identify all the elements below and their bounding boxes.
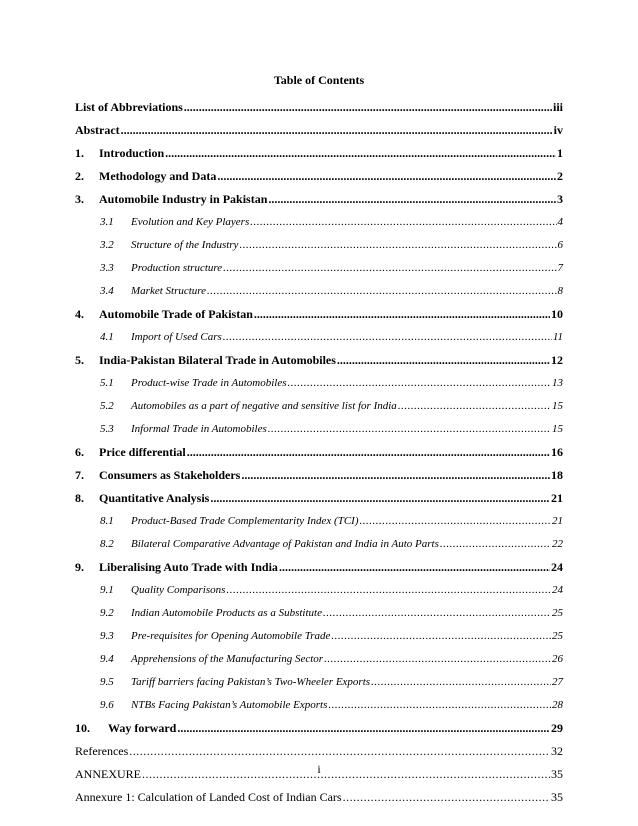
toc-entry-number: 9.1 (100, 584, 114, 596)
toc-dot-leader (239, 234, 556, 257)
toc-dot-leader (254, 303, 550, 326)
toc-dot-leader (226, 579, 551, 602)
toc-dot-leader (177, 717, 550, 740)
toc-entry-page: 24 (551, 560, 563, 574)
toc-entry-label: Evolution and Key Players (131, 216, 250, 228)
toc-entry[interactable] (75, 303, 563, 326)
toc-entry-page: 35 (551, 790, 563, 804)
toc-entry-label: Bilateral Comparative Advantage of Pakistan and India in Auto Parts (131, 538, 439, 550)
toc-entry-page: 21 (551, 491, 563, 505)
toc-entry-page: 15 (552, 400, 563, 412)
toc-entry-number: 9.3 (100, 630, 114, 642)
toc-entry-page: 6 (557, 239, 563, 251)
toc-entry-page: 25 (552, 630, 563, 642)
toc-entry-label: Consumers as Stakeholders (99, 468, 241, 482)
toc-entry-page: 2 (557, 169, 563, 183)
toc-dot-leader (398, 395, 551, 418)
toc-entry-number: 3.3 (100, 262, 114, 274)
toc-dot-leader (121, 119, 553, 142)
toc-entry[interactable] (75, 602, 563, 625)
toc-dot-leader (223, 257, 556, 280)
toc-dot-leader (279, 556, 550, 579)
toc-entry[interactable] (75, 556, 563, 579)
toc-dot-leader (331, 625, 551, 648)
toc-entry-page: 24 (552, 584, 563, 596)
toc-entry[interactable] (75, 234, 563, 257)
toc-entry[interactable] (75, 395, 563, 418)
toc-entry[interactable] (75, 487, 563, 510)
toc-entry-label: Automobile Trade of Pakistan (99, 307, 253, 321)
page-number: i (317, 762, 321, 776)
toc-dot-leader (337, 349, 550, 372)
toc-entry[interactable] (75, 349, 563, 372)
toc-entry-label: Informal Trade in Automobiles (131, 423, 267, 435)
toc-dot-leader (217, 165, 556, 188)
toc-entry-page: 26 (552, 653, 563, 665)
toc-entry-number: 9.6 (100, 699, 114, 711)
toc-entry-number: 3.2 (100, 239, 114, 251)
toc-entry[interactable] (75, 165, 563, 188)
toc-entry-label: Abstract (75, 123, 120, 137)
toc-entry-label: Market Structure (131, 285, 207, 297)
toc-entry-number: 5.2 (100, 400, 114, 412)
toc-entry-page: 16 (551, 445, 563, 459)
toc-entry[interactable] (75, 694, 563, 717)
toc-entry-page: 18 (551, 468, 563, 482)
toc-entry-number: 6. (75, 445, 84, 459)
toc-entry-number: 5.1 (100, 377, 114, 389)
toc-entry-page: 12 (551, 353, 563, 367)
toc-dot-leader (129, 740, 550, 763)
toc-entry-page: 27 (552, 676, 563, 688)
toc-entry-label: Product-wise Trade in Automobiles (131, 377, 287, 389)
toc-entry[interactable] (75, 441, 563, 464)
toc-entry-page: iii (552, 100, 563, 114)
toc-title: Table of Contents (273, 73, 365, 87)
toc-entry[interactable] (75, 326, 563, 349)
toc-entry-label: Automobiles as a part of negative and sensitive list for India (131, 400, 397, 412)
toc-entry-label: Product-Based Trade Complementarity Index (TCI) (131, 515, 359, 527)
toc-entry-label: Apprehensions of the Manufacturing Sector (131, 653, 324, 665)
toc-entry-label: List of Abbreviations (75, 100, 183, 114)
toc-entry-page: 3 (557, 192, 563, 206)
toc-dot-leader (288, 372, 551, 395)
toc-entry-page: 15 (552, 423, 563, 435)
toc-entry-number: 8. (75, 491, 84, 505)
toc-entry-page: 25 (552, 607, 563, 619)
toc-entry-label: NTBs Facing Pakistan’s Automobile Exports (131, 699, 328, 711)
toc-entry-page: 28 (552, 699, 563, 711)
toc-entry-number: 5.3 (100, 423, 114, 435)
toc-entry-number: 4.1 (100, 331, 114, 343)
toc-entry-number: 9.2 (100, 607, 114, 619)
toc-entry[interactable] (75, 280, 563, 303)
toc-entry-label: Quantitative Analysis (99, 491, 210, 505)
table-of-contents (75, 96, 563, 809)
toc-entry[interactable] (75, 671, 563, 694)
toc-entry-label: Liberalising Auto Trade with India (99, 560, 278, 574)
toc-dot-leader (184, 96, 552, 119)
toc-entry-label: India-Pakistan Bilateral Trade in Automobiles (99, 353, 336, 367)
toc-dot-leader (241, 464, 550, 487)
toc-dot-leader (223, 326, 552, 349)
toc-entry-number: 7. (75, 468, 84, 482)
toc-entry-page: 10 (551, 307, 563, 321)
toc-dot-leader (371, 671, 551, 694)
toc-entry-label: References (75, 744, 129, 758)
toc-entry[interactable] (75, 418, 563, 441)
toc-entry[interactable] (75, 96, 563, 119)
toc-dot-leader (343, 786, 550, 809)
toc-entry-number: 3.1 (100, 216, 114, 228)
toc-entry[interactable] (75, 372, 563, 395)
toc-entry-page: 35 (551, 767, 563, 781)
toc-entry-number: 1. (75, 146, 84, 160)
toc-entry[interactable] (75, 533, 563, 556)
toc-dot-leader (328, 694, 551, 717)
toc-entry-page: 21 (552, 515, 563, 527)
toc-entry[interactable] (75, 625, 563, 648)
toc-dot-leader (210, 487, 550, 510)
toc-entry-number: 4. (75, 307, 84, 321)
toc-dot-leader (268, 418, 551, 441)
toc-entry-label: Price differential (99, 445, 186, 459)
toc-entry[interactable] (75, 510, 563, 533)
toc-entry-label: Tariff barriers facing Pakistan’s Two-Wheeler Exports (131, 676, 371, 688)
toc-entry-label: Annexure 1: Calculation of Landed Cost of Indian Cars (75, 790, 342, 804)
toc-entry[interactable] (75, 119, 563, 142)
toc-entry-label: Quality Comparisons (131, 584, 226, 596)
toc-entry[interactable] (75, 717, 563, 740)
toc-dot-leader (268, 188, 556, 211)
toc-entry[interactable] (75, 211, 563, 234)
toc-entry-number: 10. (75, 721, 90, 735)
toc-dot-leader (165, 142, 556, 165)
toc-dot-leader (207, 280, 556, 303)
toc-entry[interactable] (75, 740, 563, 763)
toc-dot-leader (323, 602, 551, 625)
toc-entry-page: 29 (551, 721, 563, 735)
toc-entry-label: Automobile Industry in Pakistan (99, 192, 268, 206)
toc-entry-label: Way forward (108, 721, 177, 735)
toc-entry-page: 13 (552, 377, 563, 389)
toc-entry-number: 3.4 (100, 285, 114, 297)
toc-entry-number: 9.5 (100, 676, 114, 688)
toc-entry-number: 2. (75, 169, 84, 183)
toc-dot-leader (250, 211, 556, 234)
toc-dot-leader (360, 510, 552, 533)
toc-entry-page: iv (553, 123, 563, 137)
toc-entry[interactable] (75, 464, 563, 487)
toc-entry[interactable] (75, 142, 563, 165)
toc-entry[interactable] (75, 648, 563, 671)
toc-entry-number: 3. (75, 192, 84, 206)
toc-entry-label: Pre-requisites for Opening Automobile Trade (131, 630, 331, 642)
toc-entry[interactable] (75, 786, 563, 809)
toc-entry-label: Indian Automobile Products as a Substitute (131, 607, 322, 619)
toc-entry-label: ANNEXURE (75, 767, 141, 781)
toc-entry-page: 8 (557, 285, 563, 297)
toc-entry-number: 8.2 (100, 538, 114, 550)
toc-entry-page: 32 (551, 744, 563, 758)
toc-entry-label: Import of Used Cars (131, 331, 222, 343)
toc-entry-label: Methodology and Data (99, 169, 217, 183)
toc-entry[interactable] (75, 188, 563, 211)
toc-entry-page: 7 (557, 262, 563, 274)
toc-entry-page: 11 (552, 331, 563, 343)
toc-entry[interactable] (75, 579, 563, 602)
toc-entry-label: Structure of the Industry (131, 239, 239, 251)
toc-entry-page: 4 (557, 216, 563, 228)
toc-dot-leader (187, 441, 550, 464)
toc-entry-page: 22 (552, 538, 563, 550)
toc-entry-label: Production structure (131, 262, 223, 274)
toc-entry-label: Introduction (99, 146, 165, 160)
toc-entry-number: 8.1 (100, 515, 114, 527)
toc-entry-number: 9.4 (100, 653, 114, 665)
toc-entry[interactable] (75, 257, 563, 280)
toc-dot-leader (324, 648, 551, 671)
toc-entry-number: 9. (75, 560, 84, 574)
toc-dot-leader (440, 533, 551, 556)
toc-entry-number: 5. (75, 353, 84, 367)
toc-entry-page: 1 (557, 146, 563, 160)
